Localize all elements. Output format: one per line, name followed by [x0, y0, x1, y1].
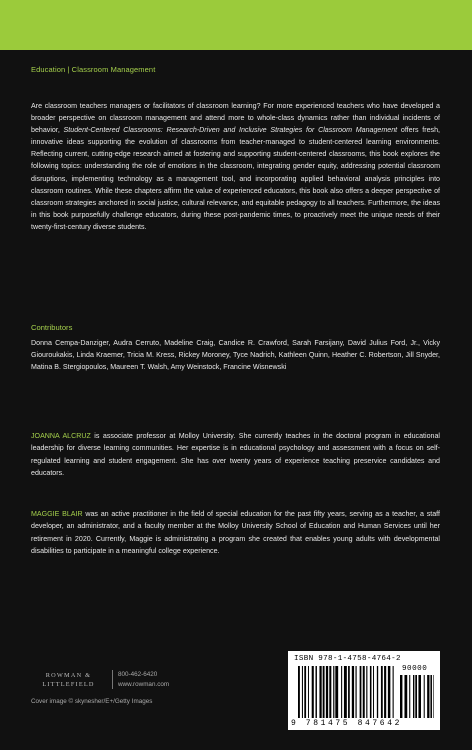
barcode-bar — [415, 675, 417, 718]
barcode-bar — [316, 666, 317, 718]
barcode-bar — [308, 666, 309, 718]
barcode-bar — [348, 666, 350, 718]
publisher-logo-line2: LITTLEFIELD — [42, 681, 95, 688]
publisher-phone: 800-462-6420 — [118, 671, 158, 678]
barcode-bar — [298, 666, 300, 718]
barcode-bar — [333, 666, 334, 718]
barcode-bar — [344, 666, 347, 718]
author-bio-text: is associate professor at Molloy University. She currently teaches in the doctoral program in educational leadership for diverse learning communities. Her expertise is in educational psychology and assessment with a focus on self-regulated learning and student engagement. She has over twenty years of experience teaching preservice candidates and educators. — [31, 432, 441, 478]
barcode-bar — [413, 675, 414, 718]
category-label: Education | Classroom Management — [31, 65, 156, 74]
barcode-bar — [329, 666, 331, 718]
contributors-heading: Contributors — [31, 323, 73, 332]
barcode-bar — [373, 666, 374, 718]
barcode-bar — [433, 675, 434, 718]
barcode-bar — [424, 675, 425, 718]
barcode-bar — [418, 675, 421, 718]
barcode-bar — [388, 666, 390, 718]
barcode-bar — [323, 666, 325, 718]
ean-number: 9 781475 847642 — [291, 719, 403, 728]
barcode-bar — [393, 666, 394, 718]
barcode-bar — [355, 666, 356, 718]
barcode-bar — [404, 675, 407, 718]
addon-barcode-bars — [400, 675, 434, 718]
author-bio-text: was an active practitioner in the field of special education for the past fifty years, serving as a teacher, a staff developer, an administrator, and a faculty member at the Molloy University School of Education and Human Services until her retirement in 2020. Currently, Maggie is administrating a program she created that enables young adults with developmental disabilities to participate in a meaningful college experience. — [31, 510, 440, 556]
barcode-bar — [319, 666, 321, 718]
barcode-bar — [377, 666, 378, 718]
barcode-bar — [326, 666, 328, 718]
barcode-bar — [370, 666, 372, 718]
book-title: Student-Centered Classrooms: Research-Driven and Inclusive Strategies for Classroom Management — [63, 126, 398, 135]
barcode-bar — [366, 666, 367, 718]
author-name: JOANNA ALCRUZ — [31, 432, 91, 440]
contributors-list: Donna Cempa-Danziger, Audra Cerruto, Madeline Craig, Candice R. Crawford, Sarah Farsijany, David Julius Ford, Jr., Vicky Giouroukakis, Linda Kraemer, Tricia M. Kress, Rickey Moroney, Tyce Nadrich, Kathleen Quinn, Heather C. Robertson, Jill Snyder, Matina B. Stergiopoulos, Maureen T. Walsh, Amy Weinstock, Francine Wisnewski — [31, 339, 440, 372]
barcode-bar — [360, 666, 362, 718]
ean-barcode-bars — [298, 666, 394, 718]
publisher-logo — [31, 671, 106, 689]
cover-image-credit: Cover image © skynesher/E+/Getty Images — [31, 698, 153, 705]
barcode-bar — [400, 675, 402, 718]
barcode-bar — [430, 675, 432, 718]
barcode-bar — [363, 666, 365, 718]
barcode-bar — [381, 666, 383, 718]
barcode-bar — [335, 666, 338, 718]
publisher-website: www.rowman.com — [118, 681, 170, 688]
barcode-bar — [352, 666, 354, 718]
barcode-bar — [409, 675, 410, 718]
barcode-bar — [302, 666, 303, 718]
description-body: offers fresh, innovative ideas supporting the evolution of classrooms from teacher-managed to student-centered learning environments. Reflecting current, cutting-edge research aimed at fostering and supporting student-centered classrooms, this book explores the following topics: understanding the role of emotions in the classroom, integrating gender equity, addressing potential classroom disruptions, implementing technology as a management tool, and incorporating applied behavioral analysis principles into classroom routines. While these chapters affirm the value of experienced educators, this book also offers a deeper perspective of classroom strategies anchored in social justice, cultural relevance, and equitable pedagogy to all teachers. Furthermore, the ideas in this book purposefully challenge educators, during these post-pandemic times, to proactively meet the unique needs of their twenty-first-century diverse students. — [31, 126, 440, 231]
barcode-bar — [304, 666, 306, 718]
publisher-contact — [118, 670, 169, 690]
top-color-band — [0, 0, 472, 50]
author-name: MAGGIE BLAIR — [31, 510, 83, 518]
barcode-bar — [341, 666, 342, 718]
barcode-bar — [427, 675, 429, 718]
publisher-divider — [112, 670, 113, 689]
isbn-barcode — [288, 651, 440, 730]
barcode-bar — [312, 666, 314, 718]
barcode-bar — [384, 666, 386, 718]
book-description — [31, 100, 440, 233]
publisher-logo-line1: ROWMAN & — [45, 672, 92, 679]
author-bio-blair — [31, 508, 440, 558]
price-code-label: 90000 — [402, 665, 428, 673]
isbn-label: ISBN 978-1-4758-4764-2 — [294, 655, 401, 663]
author-bio-alcruz — [31, 430, 440, 480]
description-intro: Are classroom teachers managers or facilitators of classroom learning? For more experienced teachers who have developed a broader perspective on classroom management and attend more to whole-class dynamics rather than individual incidents of behavior, — [31, 102, 440, 135]
